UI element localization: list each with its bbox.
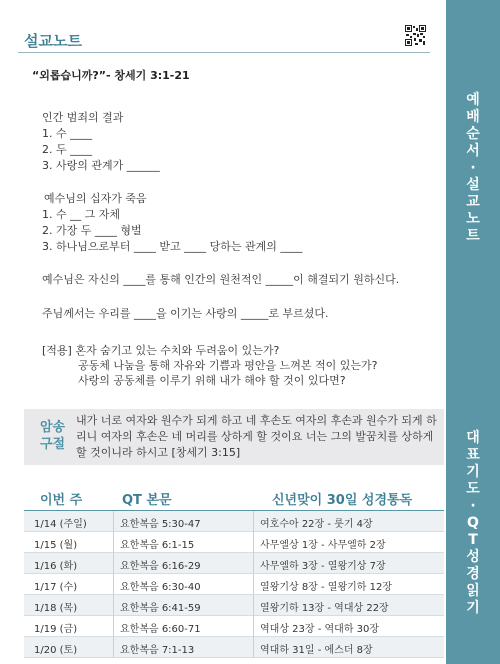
memory-verse-text: 내가 너로 여자와 원수가 되게 하고 네 후손도 여자의 후손과 원수가 되게 하리니 여자의 후손은 네 머리를 상하게 할 것이요 너는 그의 발꿈치를 상하게 할 것이니라 하시고 [창세기 3:15] [76, 414, 437, 459]
table-row [24, 616, 444, 637]
application-line-3: 사랑의 공동체를 이루기 위해 내가 해야 할 것이 있다면? [78, 374, 346, 387]
section2-item: 1. 수 __ 그 자체 [42, 208, 120, 221]
table-header-qt: QT 본문 [122, 493, 172, 508]
row-bible: 열왕기하 13장 - 역대상 22장 [260, 603, 389, 614]
section1-title: 인간 범죄의 결과 [42, 111, 124, 124]
section1-item: 1. 수 ____ [42, 127, 93, 140]
row-date: 1/19 (금) [34, 624, 78, 635]
row-date: 1/17 (수) [34, 582, 78, 593]
row-bible: 사무엘상 1장 - 사무엘하 2장 [260, 540, 386, 551]
application-line-1: [적용] 혼자 숨기고 있는 수치와 두려움이 있는가? [42, 344, 280, 357]
application-line-2: 공동체 나눔을 통해 자유와 기쁨과 평안을 느껴본 적이 있는가? [78, 359, 378, 372]
sidebar-label-reading: 대 표 기 도 · Q T 성 경 읽 기 [466, 430, 480, 616]
row-date: 1/14 (주일) [34, 519, 87, 530]
memory-verse-label: 암송 구절 [40, 420, 66, 452]
header-divider [18, 52, 430, 53]
section2-item: 3. 하나님으로부터 ____ 받고 ____ 당하는 관계의 ____ [42, 240, 303, 253]
sidebar [446, 0, 500, 664]
summary-line-2: 주님께서는 우리를 ____을 이기는 사랑의 _____로 부르셨다. [42, 307, 329, 320]
row-qt: 요한복음 6:60-71 [120, 624, 201, 635]
row-qt: 요한복음 7:1-13 [120, 645, 195, 656]
row-bible: 사무엘하 3장 - 열왕기상 7장 [260, 561, 386, 572]
row-qt: 요한복음 6:16-29 [120, 561, 201, 572]
section1-item: 2. 두 ____ [42, 143, 93, 156]
table-row [24, 595, 444, 616]
row-date: 1/20 (토) [34, 645, 78, 656]
table-header-week: 이번 주 [40, 493, 83, 508]
section1-item: 3. 사랑의 관계가 ______ [42, 159, 160, 172]
sidebar-label-order: 예 배 순 서 · 설 교 노 트 [466, 92, 480, 244]
table-header-bible: 신년맞이 30일 성경통독 [272, 493, 413, 508]
section2-title: 예수님의 십자가 죽음 [44, 192, 147, 205]
sermon-title: “외롭습니까?”- 창세기 3:1-21 [32, 69, 190, 82]
table-column-divider [253, 511, 254, 658]
row-date: 1/16 (화) [34, 561, 78, 572]
section2-item: 2. 가장 두 ____ 형벌 [42, 224, 142, 237]
row-date: 1/15 (월) [34, 540, 78, 551]
table-row [24, 532, 444, 553]
table-row [24, 553, 444, 574]
table-row [24, 574, 444, 595]
row-bible: 역대하 31일 - 에스더 8장 [260, 645, 373, 656]
table-row [24, 637, 444, 658]
row-qt: 요한복음 6:41-59 [120, 603, 201, 614]
row-qt: 요한복음 6:1-15 [120, 540, 195, 551]
row-qt: 요한복음 5:30-47 [120, 519, 201, 530]
row-bible: 열왕기상 8장 - 열왕기하 12장 [260, 582, 393, 593]
row-date: 1/18 (목) [34, 603, 78, 614]
page-title: 설교노트 [24, 32, 82, 50]
row-bible: 여호수아 22장 - 룻기 4장 [260, 519, 373, 530]
row-bible: 역대상 23장 - 역대하 30장 [260, 624, 380, 635]
qr-code-icon [405, 25, 426, 46]
application-block [42, 343, 377, 388]
table-row [24, 511, 444, 532]
table-column-divider [113, 511, 114, 658]
row-qt: 요한복음 6:30-40 [120, 582, 201, 593]
summary-line-1: 예수님은 자신의 ____를 통해 인간의 원천적인 _____이 해결되기 원하신다. [42, 273, 400, 286]
